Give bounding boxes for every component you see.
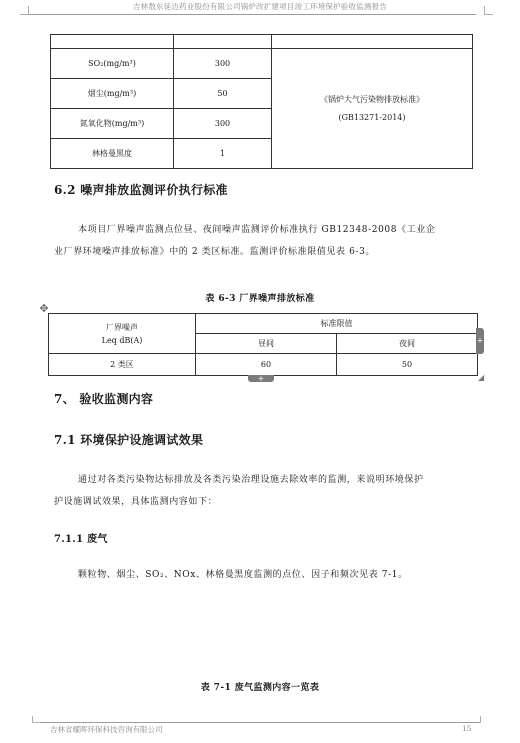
- table-move-handle-icon[interactable]: ✥: [39, 302, 49, 315]
- table-cell-value: 300: [174, 49, 272, 79]
- table-cell-value: 50: [174, 79, 272, 109]
- paragraph-line: 业厂界环境噪声排放标准》中的 2 类区标准。监测评价标准限值见表 6-3。: [54, 247, 376, 257]
- table-cell-class: 2 类区: [49, 354, 196, 376]
- table-cell-item: 氮氧化物(mg/m³): [51, 109, 174, 139]
- section-heading-7: 7、 验收监测内容: [54, 392, 154, 406]
- standard-code: (GB13271-2014): [338, 112, 406, 122]
- table-header-noise: [49, 314, 196, 354]
- paragraph-line: 护设施调试效果，具体监测内容如下：: [54, 497, 218, 507]
- table-row: [49, 314, 478, 334]
- section-heading-7-1-1: 7.1.1 废气: [54, 534, 108, 545]
- crop-mark-top-left: [20, 6, 29, 15]
- table-cell-value: 1: [174, 139, 272, 169]
- table-header-day: 昼间: [196, 334, 337, 354]
- header-unit: Leq dB(A): [101, 335, 143, 345]
- section-heading-7-1: 7.1 环境保护设施调试效果: [54, 433, 204, 447]
- table-resize-handle-icon[interactable]: ◢: [478, 373, 485, 382]
- paragraph-line: 颗粒物、烟尘、SO₂、NOx、林格曼黑度监测的点位、因子和频次见表 7-1。: [78, 570, 408, 580]
- standard-name: 《锅炉大气污染物排放标准》: [320, 94, 424, 104]
- add-row-button[interactable]: +: [248, 375, 274, 382]
- crop-mark-top-right: [484, 6, 493, 15]
- add-column-button[interactable]: +: [476, 328, 484, 354]
- header-rule: [28, 14, 476, 15]
- footer-rule: [40, 722, 480, 723]
- table-row: [51, 35, 473, 49]
- paragraph-line: 通过对各类污染物达标排放及各类污染治理设施去除效率的监测，来说明环境保护: [78, 475, 424, 485]
- noise-standard-table: [48, 313, 478, 376]
- page-header: 吉林敖东延边药业股份有限公司锅炉改扩建项目竣工环境保护验收监测报告: [132, 2, 388, 11]
- emission-standard-table: [50, 34, 473, 169]
- table-caption-7-1: 表 7-1 废气监测内容一览表: [200, 683, 320, 693]
- table-cell-value: 300: [174, 109, 272, 139]
- paragraph-line: 本项目厂界噪声监测点位昼、夜间噪声监测评价标准执行 GB12348-2008《工业企: [78, 225, 436, 235]
- table-cell-item: 烟尘(mg/m³): [51, 79, 174, 109]
- table-row: [51, 49, 473, 79]
- table-cell-item: SO₂(mg/m³): [51, 49, 174, 79]
- table-header-night: 夜间: [337, 334, 478, 354]
- table-cell-standard: [272, 49, 473, 169]
- table-cell-item: 林格曼黑度: [51, 139, 174, 169]
- footer-company: 吉林省耀晖环保科技咨询有限公司: [50, 725, 163, 734]
- header-text: 厂界噪声: [106, 322, 138, 332]
- table-caption-6-3: 表 6-3 厂界噪声排放标准: [205, 294, 315, 304]
- table-header-limits: 标准限值: [196, 314, 478, 334]
- table-cell-night: 50: [337, 354, 478, 376]
- page-number: 15: [462, 724, 472, 733]
- table-cell-day: 60: [196, 354, 337, 376]
- section-heading-6-2: 6.2 噪声排放监测评价执行标准: [54, 183, 228, 197]
- table-row: [49, 354, 478, 376]
